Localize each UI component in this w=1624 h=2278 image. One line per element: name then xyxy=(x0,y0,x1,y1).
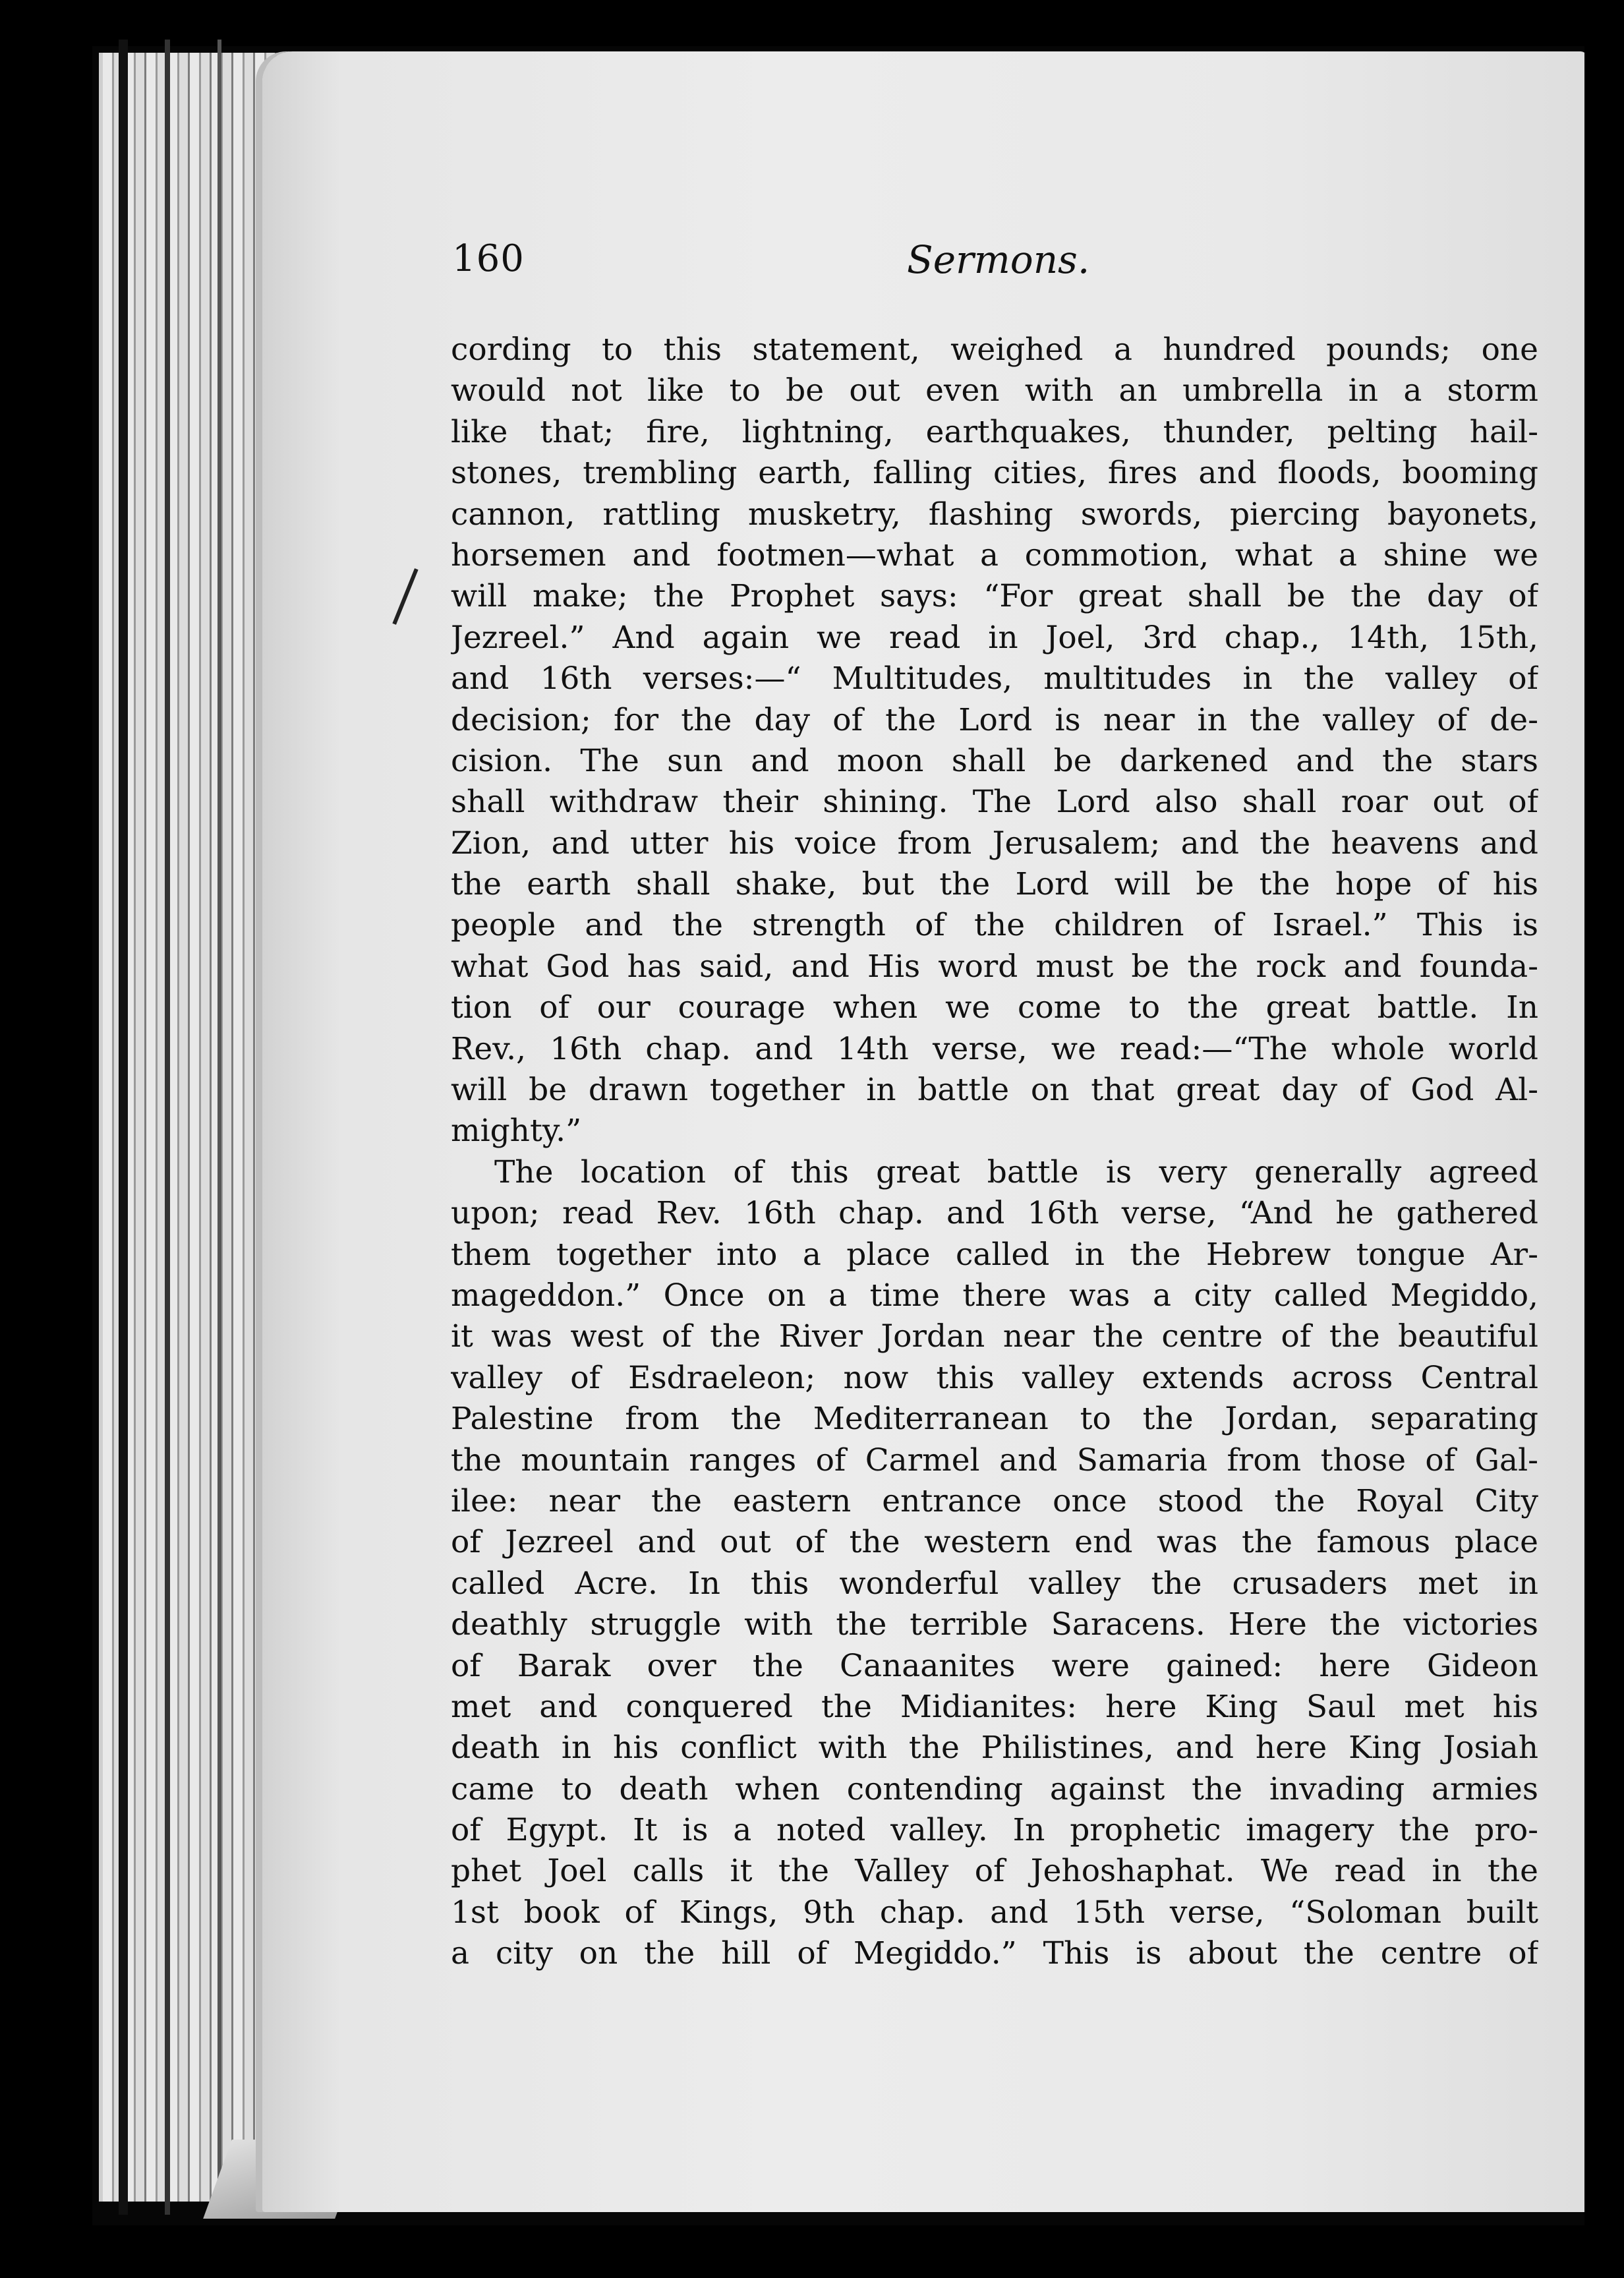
page-number: 160 xyxy=(452,237,525,280)
text-line: would not like to be out even with an umbrella in a storm xyxy=(451,372,1538,409)
body-text xyxy=(451,330,1538,1975)
text-line: met and conquered the Midianites: here King Saul met his xyxy=(451,1688,1538,1725)
text-line: ilee: near the eastern entrance once stood the Royal City xyxy=(451,1482,1538,1519)
scan-top-border xyxy=(0,0,1624,46)
text-line: stones, trembling earth, falling cities, fires and floods, booming xyxy=(451,455,1538,492)
text-line: of Egypt. It is a noted valley. In prophetic imagery the pro- xyxy=(451,1812,1538,1849)
text-line: called Acre. In this wonderful valley the crusaders met in xyxy=(451,1565,1538,1602)
text-line: Palestine from the Mediterranean to the Jordan, separating xyxy=(451,1401,1538,1438)
page-edge-line xyxy=(119,40,128,2215)
scan-bottom-border xyxy=(0,2225,1624,2278)
text-line: Rev., 16th chap. and 14th verse, we read:—“The whole world xyxy=(451,1030,1538,1067)
text-line: will make; the Prophet says: “For great shall be the day of xyxy=(451,578,1538,615)
text-line: Zion, and utter his voice from Jerusalem; and the heavens and xyxy=(451,825,1538,862)
text-line: the earth shall shake, but the Lord will be the hope of his xyxy=(451,866,1538,903)
page-header xyxy=(452,237,1533,290)
text-line: cision. The sun and moon shall be darkened and the stars xyxy=(451,742,1538,779)
text-line: of Barak over the Canaanites were gained: here Gideon xyxy=(451,1647,1538,1684)
page-edge-line xyxy=(218,40,221,2215)
text-line: what God has said, and His word must be the rock and founda- xyxy=(451,948,1538,985)
text-line: death in his conflict with the Philistines, and here King Josiah xyxy=(451,1730,1538,1767)
text-line: it was west of the River Jordan near the centre of the beautiful xyxy=(451,1318,1538,1355)
scan-right-border xyxy=(1584,0,1624,2278)
text-line: of Jezreel and out of the western end was the famous place xyxy=(451,1524,1538,1561)
text-line: phet Joel calls it the Valley of Jehoshaphat. We read in the xyxy=(451,1853,1538,1890)
text-line: and 16th verses:—“ Multitudes, multitudes in the valley of xyxy=(451,660,1538,697)
text-line: a city on the hill of Megiddo.” This is about the centre of xyxy=(451,1935,1538,1972)
text-line: cannon, rattling musketry, flashing swords, piercing bayonets, xyxy=(451,496,1538,533)
text-line: Jezreel.” And again we read in Joel, 3rd chap., 14th, 15th, xyxy=(451,619,1538,656)
text-line: deathly struggle with the terrible Saracens. Here the victories xyxy=(451,1606,1538,1643)
text-line: like that; fire, lightning, earthquakes, thunder, pelting hail- xyxy=(451,413,1538,450)
text-line: tion of our courage when we come to the great battle. In xyxy=(451,989,1538,1026)
text-line: the mountain ranges of Carmel and Samaria from those of Gal- xyxy=(451,1442,1538,1478)
page-edge-line xyxy=(165,40,170,2215)
text-line: The location of this great battle is very generally agreed xyxy=(494,1154,1538,1190)
text-line: came to death when contending against the invading armies xyxy=(451,1770,1538,1807)
text-line: 1st book of Kings, 9th chap. and 15th verse, “Soloman built xyxy=(451,1894,1538,1931)
text-line: will be drawn together in battle on that great day of God Al- xyxy=(451,1072,1538,1109)
text-line: people and the strength of the children of Israel.” This is xyxy=(451,907,1538,944)
text-line: valley of Esdraeleon; now this valley extends across Central xyxy=(451,1359,1538,1396)
text-line: mighty.” xyxy=(451,1113,582,1150)
text-line: upon; read Rev. 16th chap. and 16th verse, “And he gathered xyxy=(451,1195,1538,1232)
text-line: shall withdraw their shining. The Lord also shall roar out of xyxy=(451,784,1538,821)
text-line: mageddon.” Once on a time there was a city called Megiddo, xyxy=(451,1277,1538,1314)
text-line: them together into a place called in the Hebrew tongue Ar- xyxy=(451,1236,1538,1273)
book-spine-shadow xyxy=(0,0,92,2278)
text-line: horsemen and footmen—what a commotion, what a shine we xyxy=(451,537,1538,573)
text-line: cording to this statement, weighed a hundred pounds; one xyxy=(451,332,1538,368)
running-head: Sermons. xyxy=(907,237,1090,282)
text-line: decision; for the day of the Lord is near in the valley of de- xyxy=(451,701,1538,738)
